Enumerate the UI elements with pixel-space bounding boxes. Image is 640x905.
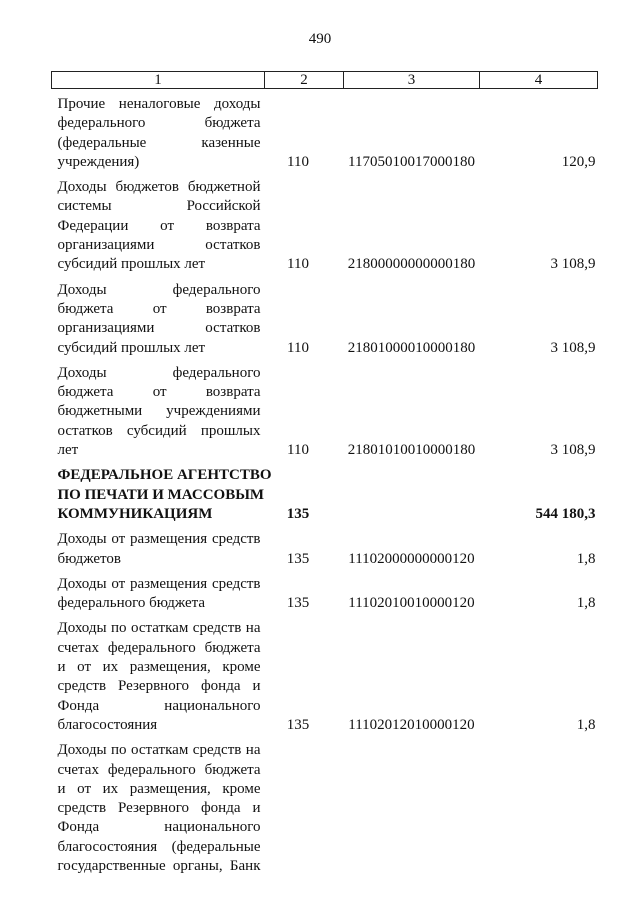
revenue-code <box>344 735 480 876</box>
revenue-code: 21801000010000180 <box>347 339 476 356</box>
table-row <box>52 524 598 569</box>
table-header-row <box>52 72 598 89</box>
amount: 544 180,3 <box>535 505 596 522</box>
amount: 3 108,9 <box>550 442 596 459</box>
table-row <box>52 735 598 876</box>
row-description <box>52 275 265 358</box>
description-line: и от их размещения, кроме <box>57 780 261 797</box>
admin-code: 135 <box>286 716 310 733</box>
description-line: ПО ПЕЧАТИ И МАССОВЫМ <box>57 486 265 503</box>
admin-code: 110 <box>287 256 309 273</box>
description-line: государственные органы, Банк <box>57 857 261 874</box>
row-description <box>52 613 265 735</box>
description-line: Доходы от размещения средств <box>57 575 261 592</box>
description-line: КОММУНИКАЦИЯМ <box>57 505 213 522</box>
description-line: и от их размещения, кроме <box>57 659 261 676</box>
amount: 1,8 <box>576 550 596 567</box>
table-row <box>52 89 598 173</box>
description-line: бюджетными учреждениями <box>57 403 261 420</box>
row-description <box>52 569 265 614</box>
table-row <box>52 172 598 274</box>
page-number: 490 <box>308 31 332 47</box>
description-line: благосостояния (федеральные <box>57 838 261 855</box>
description-line: организациями остатков <box>57 237 261 254</box>
description-line: ФЕДЕРАЛЬНОЕ АГЕНТСТВО <box>57 467 272 484</box>
column-header: 1 <box>52 72 265 89</box>
description-line: бюджета от возврата <box>57 300 261 317</box>
description-line: Доходы по остаткам средств на <box>57 742 261 759</box>
description-line: субсидий прошлых лет <box>57 256 206 273</box>
row-description <box>52 89 265 173</box>
revenue-code: 21801010010000180 <box>347 442 476 459</box>
description-line: средств Резервного фонда и <box>57 800 261 817</box>
row-description <box>52 358 265 460</box>
description-line: счетах федерального бюджета <box>57 639 261 656</box>
admin-code: 110 <box>287 153 309 170</box>
description-line: Доходы от размещения средств <box>57 531 261 548</box>
admin-code: 135 <box>286 595 310 612</box>
revenue-code: 11102010010000120 <box>348 595 475 612</box>
description-line: (федеральные казенные <box>57 134 261 151</box>
amount: 3 108,9 <box>550 256 596 273</box>
description-line: лет <box>57 442 79 459</box>
row-description <box>52 460 272 524</box>
description-line: организациями остатков <box>57 320 261 337</box>
table-row <box>52 358 598 460</box>
admin-code: 110 <box>287 339 309 356</box>
revenue-table <box>51 71 598 876</box>
description-line: Прочие неналоговые доходы <box>57 96 261 112</box>
description-line: федерального бюджета <box>57 115 261 132</box>
description-line: системы Российской <box>57 198 261 215</box>
row-description <box>52 524 265 569</box>
description-line: бюджета от возврата <box>57 384 261 401</box>
description-line: Доходы по остаткам средств на <box>57 620 261 637</box>
description-line: благосостояния <box>57 716 158 733</box>
column-header: 3 <box>344 72 480 89</box>
amount: 1,8 <box>576 595 596 612</box>
table-row <box>52 613 598 735</box>
table-row <box>52 569 598 614</box>
column-header: 4 <box>480 72 598 89</box>
amount: 3 108,9 <box>550 339 596 356</box>
amount: 120,9 <box>561 153 596 170</box>
table-row <box>52 275 598 358</box>
description-line: Федерации от возврата <box>57 217 261 234</box>
row-description <box>52 172 265 274</box>
admin-code: 110 <box>287 442 309 459</box>
admin-code <box>265 735 344 876</box>
description-line: Фонда национального <box>57 819 261 836</box>
row-description <box>52 735 265 876</box>
table-row <box>52 460 598 524</box>
description-line: счетах федерального бюджета <box>57 761 261 778</box>
amount: 1,8 <box>576 716 596 733</box>
description-line: учреждения) <box>57 153 140 170</box>
description-line: средств Резервного фонда и <box>57 678 261 695</box>
description-line: Фонда национального <box>57 697 261 714</box>
description-line: Доходы федерального <box>57 281 261 298</box>
admin-code: 135 <box>286 550 310 567</box>
column-header: 2 <box>265 72 344 89</box>
revenue-code <box>344 460 480 524</box>
revenue-code: 11705010017000180 <box>348 153 475 170</box>
description-line: Доходы федерального <box>57 364 261 381</box>
revenue-code: 11102000000000120 <box>348 550 475 567</box>
amount <box>480 735 598 876</box>
description-line: Доходы бюджетов бюджетной <box>57 179 261 196</box>
description-line: федерального бюджета <box>57 595 206 612</box>
admin-code: 135 <box>286 505 310 522</box>
description-line: остатков субсидий прошлых <box>57 422 261 439</box>
description-line: субсидий прошлых лет <box>57 339 206 356</box>
revenue-code: 21800000000000180 <box>347 256 476 273</box>
revenue-code: 11102012010000120 <box>348 716 475 733</box>
description-line: бюджетов <box>57 550 121 567</box>
